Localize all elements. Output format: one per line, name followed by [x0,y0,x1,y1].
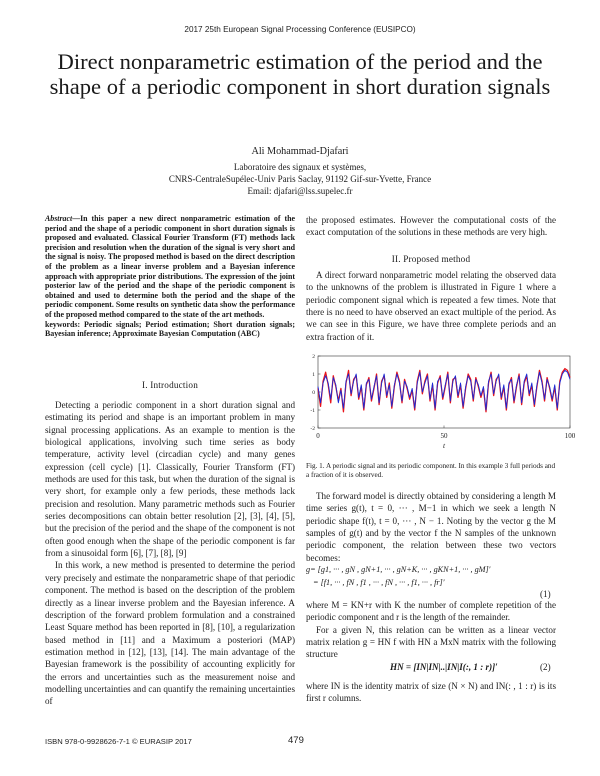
abstract-label: Abstract [45,214,73,223]
footer-isbn: ISBN 978-0-9928626-7-1 © EURASIP 2017 [45,737,192,746]
author-email: Email: djafari@lss.supelec.fr [247,186,353,196]
intro-paragraph-1: Detecting a periodic component in a short duration signal and estimating its period and shape is an important problem in many signal processing applications. As an example to mention is the biological applications, involving such time series as body temperature, activity level (circadian cycle) and many genes expression (cell cycle) [1]. Classically, Fourier Transform (FT) methods are used for this task, but when the duration of the signal is very short, for example only a few periods, these methods lack precision and resolution. Many parametric methods such as Fourier series decompositions can obtain better resolution [2], [3], [4], [5], but the precision of the period and the shape of the component is not often good enough when the shape of the periodic component is far from a sinusoidal form [6], [7], [8], [9] [45,400,295,559]
figure-1-chart [306,352,584,456]
method-paragraph-1: A direct forward nonparametric model relating the observed data to the unknowns of the problem is illustrated in Figure 1 where a periodic component signal which is repeated a few times. Note that there is no need to have observed an exact multiple of the period. As we can see in this Figure, we have three complete periods and an extra fraction of it. [306,270,556,342]
equation-2-number: (2) [540,662,551,672]
method-paragraph-3: where M = KN+r with K the number of complete repetition of the periodic component and r is the length of the remainder. [306,600,556,623]
x-axis-label: t [442,441,446,450]
method-paragraph-2-block [306,490,556,564]
equation-1-line-2: = [f1, ··· , fN , f1 , ··· , fN , ··· , f1, ··· , fr]′ [313,578,445,587]
y-tick-label: 1 [312,372,315,378]
right-paragraph-continuation: the proposed estimates. However the computational costs of the exact computation of the solutions in these methods are very high. [306,215,556,238]
section-heading-intro: I. Introduction [141,380,199,390]
figure-1-caption: Fig. 1. A periodic signal and its periodic component. In this example 3 full periods and a fraction of it is observed. [306,462,556,480]
footer-page-number: 479 [288,735,304,746]
abstract-block [45,214,295,339]
right-column-top [306,214,556,239]
equation-1-line-1: g= [g1, ··· , gN , gN+1, ··· , gN+K, ··· , gKN+1, ··· , gM]′ [306,565,491,574]
y-tick-label: 0 [312,390,315,396]
keywords: keywords: Periodic signals; Period estimation; Short duration signals; Bayesian inference; Approximate Bayesian Computation (ABC) [45,319,295,339]
method-paragraph-3-block [306,599,556,661]
equation-2: HN = [IN|IN|..|IN|I(:, 1 : r)]′ [390,662,498,672]
author-name: Ali Mohammad-Djafari [251,146,349,157]
x-tick-label: 0 [316,432,320,440]
intro-body [45,399,295,708]
method-paragraph-5-block [306,680,556,705]
affiliation-line-1: Laboratoire des signaux et systèmes, [233,162,367,172]
x-tick-label: 50 [440,432,448,440]
method-paragraph-1-block [306,269,556,343]
abstract-body: —In this paper a new direct nonparametric estimation of the period and the shape of a periodic component in short duration signals is proposed and evaluated. Classical Fourier Transform (FT) methods lack precision and resolution when the duration of the signal is very short and the signal is noisy. The proposed method is based on the direct description of the problem as a linear inverse problem and a Bayesian inference approach with appropriate prior distributions. The expression of the joint posterior law of the period and the shape of the periodic component is obtained and used to determine both the period and the shape of the periodic component. Some results on synthetic data show the performance of the proposed method compared to the state of the art methods. [45,214,295,319]
intro-paragraph-2: In this work, a new method is presented to determine the period very precisely and estimate the nonparametric shape of that periodic component. The method is based on the description of the problem directly as a linear inverse problem and the Bayesian inference. A description of the forward problem formulation and a constrained Least Square method has been reported in [8], [10], a regularization based method in [11] and a Maximum a posteriori (MAP) estimation method in [12], [13], [14]. The main advantage of the Bayesian framework is the possibility of accounting explicitly for the errors and uncertainties such as the measurement noise and modelling uncertainties and can quantify the remaining uncertainties of [45,560,295,707]
y-tick-label: -2 [310,426,315,432]
equation-1-number: (1) [540,589,551,599]
abstract-text [45,214,295,320]
method-paragraph-2: The forward model is directly obtained by considering a length M time series g(t), t = 0, ··· , M−1 in which we seek a length N periodic shape f(t), t = 0, ··· , N − 1. Noting by the vector g the M samples of g(t) and by the vector f the N samples of the unknown periodic component, the relation between these two vectors becomes: [306,491,556,563]
y-tick-label: 2 [312,354,315,360]
x-tick-label: 100 [564,432,576,440]
section-heading-method: II. Proposed method [391,254,471,264]
y-tick-label: -1 [310,408,315,414]
affiliation-line-2: CNRS-CentraleSupélec-Univ Paris Saclay, 91192 Gif-sur-Yvette, France [168,174,432,184]
paper-title: Direct nonparametric estimation of the period and the shape of a periodic component in short duration signals [49,49,551,99]
method-paragraph-4: For a given N, this relation can be written as a linear vector matrix relation g = HN f with HN a MxN matrix with the following structure [306,624,556,660]
method-paragraph-5: where IN is the identity matrix of size (N × N) and IN(: , 1 : r) is its first r columns. [306,681,556,704]
conference-header: 2017 25th European Signal Processing Conference (EUSIPCO) [184,25,416,34]
